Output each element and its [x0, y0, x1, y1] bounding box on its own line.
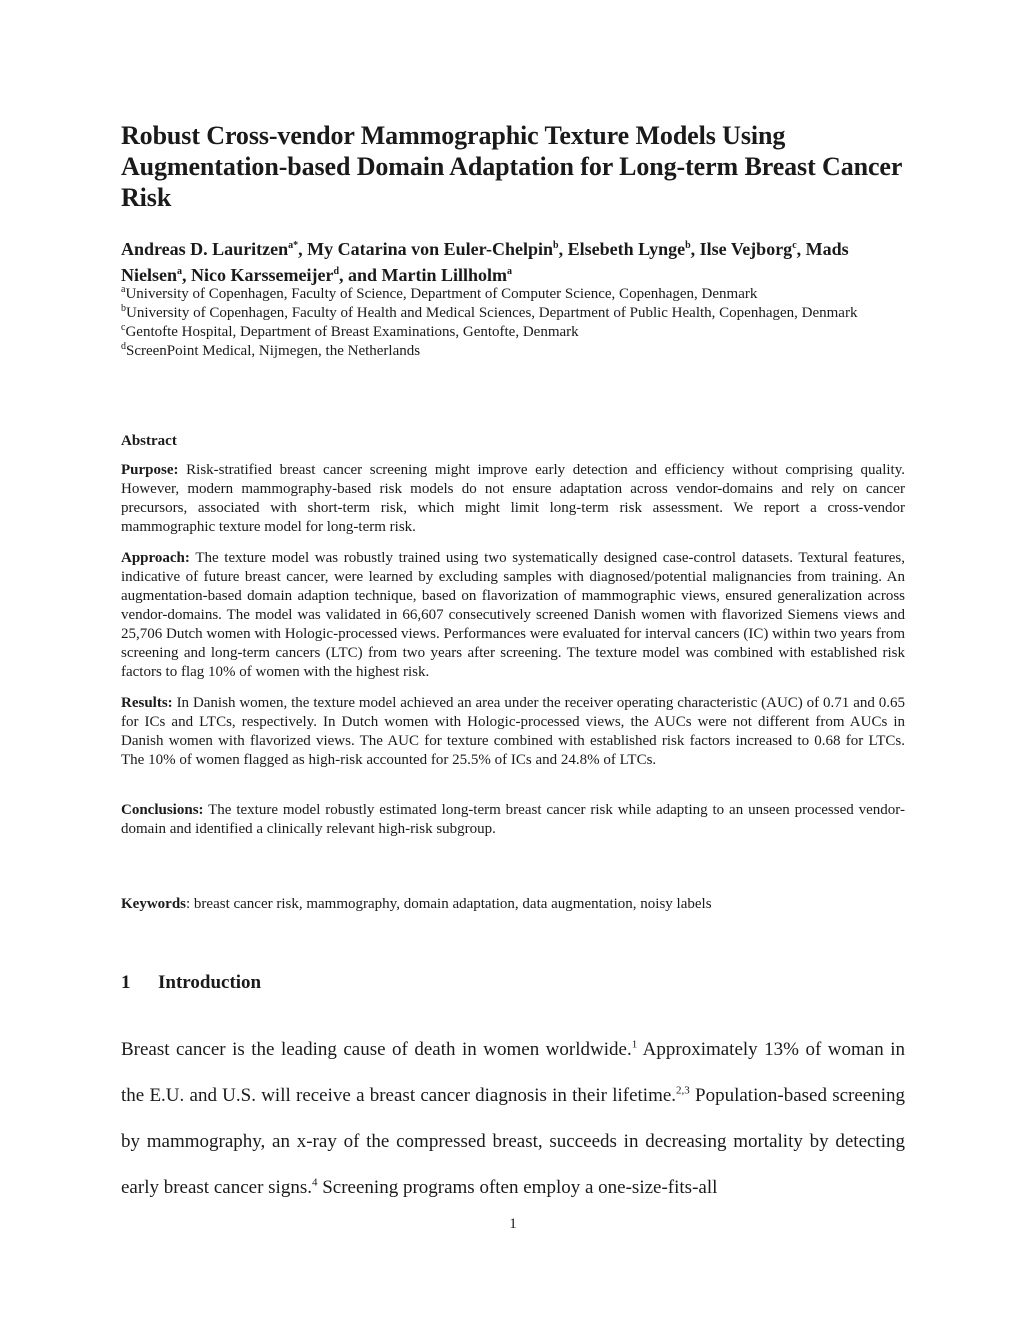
author: Nico Karssemeijer$^d$, and [191, 265, 382, 285]
abstract-approach: Approach: The texture model was robustly trained using two systematically designed case-control datasets. Textural features, indicative of future breast cancer, were learned by excluding samples with diagnosed/potential malignancies from training. An augmentation-based domain adaption technique, based on flavorization of mammographic views, ensured generalization across vendor-domains. The model was validated in 66,607 consecutively screened Danish women with flavorized Siemens views and 25,706 Dutch women with Hologic-processed views. Performances were evaluated for interval cancers (IC) within two years from screening and long-term cancers (LTC) from two years after screening. The texture model was combined with established risk factors to flag 10% of women with the highest risk. [121, 550, 905, 680]
section-number: 1 [121, 972, 131, 993]
author: Andreas D. Lauritzen$^{a*}$, [121, 239, 308, 259]
page-number: 1 [509, 1216, 517, 1232]
citation: 1 [631, 1038, 638, 1051]
affiliation: $^c$Gentofte Hospital, Department of Breast Examinations, Gentofte, Denmark [121, 322, 579, 340]
citation: 2,3 [676, 1084, 690, 1097]
keywords: Keywords: breast cancer risk, mammography, domain adaptation, data augmentation, noisy labels [121, 896, 712, 912]
author: Martin Lillholm$^a$ [381, 265, 513, 285]
author: Elsebeth Lynge$^b$, [567, 239, 700, 259]
affiliation: $^a$University of Copenhagen, Faculty of Science, Department of Computer Science, Copenhagen, Denmark [121, 284, 758, 302]
author: My Catarina von Euler-Chelpin$^b$, [307, 239, 568, 259]
author: Ilse Vejborg$^c$, [699, 239, 806, 259]
abstract-conclusions: Conclusions: The texture model robustly estimated long-term breast cancer risk while adapting to an unseen processed vendor-domain and identified a clinically relevant high-risk subgroup. [121, 802, 905, 837]
section-title: Introduction [158, 972, 262, 993]
citation: 4 [311, 1176, 318, 1189]
author-list [121, 236, 905, 288]
author: Mads Nielsen$^a$, [121, 239, 849, 285]
abstract-results: Results: In Danish women, the texture model achieved an area under the receiver operating characteristic (AUC) of 0.71 and 0.65 for ICs and LTCs, respectively. In Dutch women with Hologic-processed views, the AUCs were not different from AUCs in Danish women with flavorized views. The AUC for texture combined with established risk factors increased to 0.68 for LTCs. The 10% of women flagged as high-risk accounted for 25.5% of ICs and 24.8% of LTCs. [121, 695, 905, 768]
abstract-heading: Abstract [121, 433, 177, 449]
affiliation: $^b$University of Copenhagen, Faculty of Health and Medical Sciences, Department of Public Health, Copenhagen, Denmark [121, 303, 858, 321]
abstract-purpose: Purpose: Risk-stratified breast cancer screening might improve early detection and efficiency without comprising quality. However, modern mammography-based risk models do not ensure adaptation across vendor-domains and rely on cancer precursors, associated with short-term risk, which might limit long-term risk assessment. We report a cross-vendor mammographic texture model for long-term risk. [121, 462, 905, 535]
intro-paragraph: Breast cancer is the leading cause of death in women worldwide.$^1$ Approximately 13% of woman in the E.U. and U.S. will receive a breast cancer diagnosis in their lifetime.$^{2,3}$ Population-based screening by mammography, an x-ray of the compressed breast, succeeds in decreasing mortality by detecting early breast cancer signs.$^4$ Screening programs often employ a one-size-fits-all [121, 1038, 905, 1198]
paper-title: Robust Cross-vendor Mammographic Texture Models Using Augmentation-based Domain Adaptation for Long-term Breast Cancer Risk [121, 121, 902, 212]
affiliation: $^d$ScreenPoint Medical, Nijmegen, the Netherlands [121, 341, 421, 359]
affiliation-list [121, 285, 905, 361]
section-heading [121, 972, 261, 994]
